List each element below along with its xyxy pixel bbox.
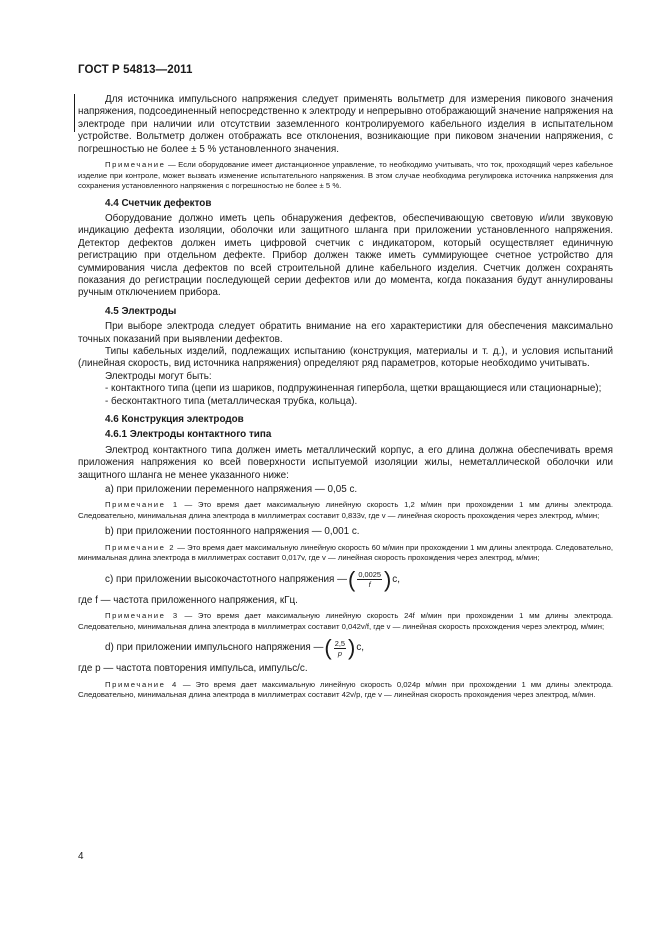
change-bar — [74, 94, 75, 132]
section-4-5-p2: Типы кабельных изделий, подлежащих испытанию (конструкция, материалы и т. д.), и условия испытаний (линейная скорость, вид источника напряжения) определяют ряд параметров, которые необходимо учитывать. — [78, 346, 613, 370]
note-0-label: Примечание — [105, 160, 166, 170]
note-0-text: — Если оборудование имеет дистанционное управление, то необходимо учитывать, что ток, проходящий через кабельное изделие при контроле, может вызвать изменение испытательного напряжения. В этом случае необходима регулировка источника напряжения для сохранения установленного напряжения с погрешностью не более ± 5 %. — [78, 160, 613, 191]
item-c-formula — [78, 566, 613, 592]
item-b: b) при приложении постоянного напряжения — 0,001 с. — [105, 526, 360, 538]
intro-paragraph: Для источника импульсного напряжения следует применять вольтметр для измерения пикового значения напряжения, подсоединенный непосредственно к электроду и непрерывно отображающий значение напряжения на электроде при наличии или отсутствии заземленного контролируемого кабельного изделия в испытательном устройстве. Вольтметр должен отображать все отклонения, возникающие при пиковом значении напряжения, с погрешностью не более ± 5 % установленного значения. — [78, 94, 613, 155]
right-paren: ) — [348, 635, 356, 661]
right-paren: ) — [383, 566, 392, 592]
note-4 — [78, 680, 613, 701]
section-4-6-1-title: 4.6.1 Электроды контактного типа — [105, 429, 272, 441]
item-c-unit: с, — [392, 573, 400, 585]
item-a: а) при приложении переменного напряжения — 0,05 с. — [105, 484, 358, 496]
page-number: 4 — [78, 851, 84, 862]
list-item-contactless: - бесконтактного типа (металлическая трубка, кольца). — [105, 395, 358, 407]
section-4-5-p3: Электроды могут быть: — [105, 370, 212, 382]
list-item-contact: - контактного типа (цепи из шариков, подпружиненная гипербола, щетки вращающиеся или стационарные); — [105, 383, 602, 395]
section-4-4-title: 4.4 Счетчик дефектов — [105, 197, 212, 209]
note-1 — [78, 500, 613, 521]
section-4-6-title: 4.6 Конструкция электродов — [105, 414, 244, 426]
section-4-6-1-body: Электрод контактного типа должен иметь металлический корпус, а его длина должна обеспечивать время приложения напряжения ко всей поверхности испытуемой изоляции жилы, неметаллической оболочки или защитного шланга не менее указанного ниже: — [78, 444, 613, 481]
section-4-4-body: Оборудование должно иметь цепь обнаружения дефектов, обеспечивающую световую и/или звуковую индикацию дефекта изоляции, оболочки или защитного шланга при приложении установленного напряжения. Детектор дефектов должен иметь цифровой счетчик с индикатором, который осуществляет единичную регистрацию при отдельном дефекте. Прибор должен также иметь суммирующее счетное устройство для суммирования числа дефектов по всей строительной длине кабельного изделия. Счетчик должен сохранять показания до регистрации последующей серии дефектов или до момента, когда показания будут аннулированы ручным отключением прибора. — [78, 212, 613, 299]
fraction-c-denominator: f — [368, 580, 371, 590]
section-4-5-title: 4.5 Электроды — [105, 305, 177, 317]
note-4-label: Примечание 4 — [105, 679, 178, 689]
note-1-text: — Это время дает максимальную линейную скорость 1,2 м/мин при прохождении 1 мм длины электрода. Следовательно, минимальная длина электрода в миллиметрах составит 0,833v, где v — линейная скорость прохождения через электрод, м/мин; — [78, 500, 613, 520]
note-2 — [78, 543, 613, 564]
note-3-label: Примечание 3 — [105, 611, 179, 621]
note-3 — [78, 611, 613, 632]
item-d-text: d) при приложении импульсного напряжения — — [105, 642, 324, 654]
fraction-d-denominator: p — [337, 648, 342, 658]
section-4-5-p1: При выборе электрода следует обратить внимание на его характеристики для обеспечения максимально точных показаний при выявлении дефектов. — [78, 321, 613, 345]
left-paren: ( — [324, 635, 332, 661]
item-d-formula — [78, 637, 613, 659]
note-2-label: Примечание 2 — [105, 542, 176, 552]
fraction-c-numerator: 0,0025 — [358, 570, 381, 580]
item-c-text: c) при приложении высокочастотного напряжения — — [105, 573, 347, 585]
item-d-unit: с, — [356, 642, 365, 654]
main-content — [78, 94, 613, 706]
item-c-where: где f — частота приложенного напряжения, кГц. — [78, 594, 298, 606]
left-paren: ( — [348, 566, 356, 592]
item-d-where: где p — частота повторения импульса, импульс/с. — [78, 663, 308, 675]
fraction-d-numerator: 2,5 — [334, 638, 346, 648]
fraction-d — [334, 639, 346, 658]
note-2-text: — Это время дает максимальную линейную скорость 60 м/мин при прохождении 1 мм длины электрода. Следовательно, минимальная длина электрода в миллиметрах составит 0,017v, где v — линейная скорость прохождения через электрод, м/мин; — [78, 542, 614, 563]
note-1-label: Примечание 1 — [105, 500, 179, 510]
standard-code-header: ГОСТ Р 54813—2011 — [78, 64, 193, 76]
note-0 — [78, 160, 613, 192]
note-4-text: — Это время дает максимальную линейную скорость 0,024p м/мин при прохождении 1 мм длины электрода. Следовательно, минимальная длина электрода в миллиметрах составит 42v/p, где v — линейная скорость прохождения через электрод, м/мин. — [78, 679, 613, 700]
fraction-c — [357, 570, 382, 589]
note-3-text: — Это время дает максимальную линейную скорость 24f м/мин при прохождении 1 мм длины электрода. Следовательно, минимальная длина электрода в миллиметрах составит 0,042v/f, где v — линейная скорость прохождения через электрод, м/мин; — [78, 611, 613, 631]
